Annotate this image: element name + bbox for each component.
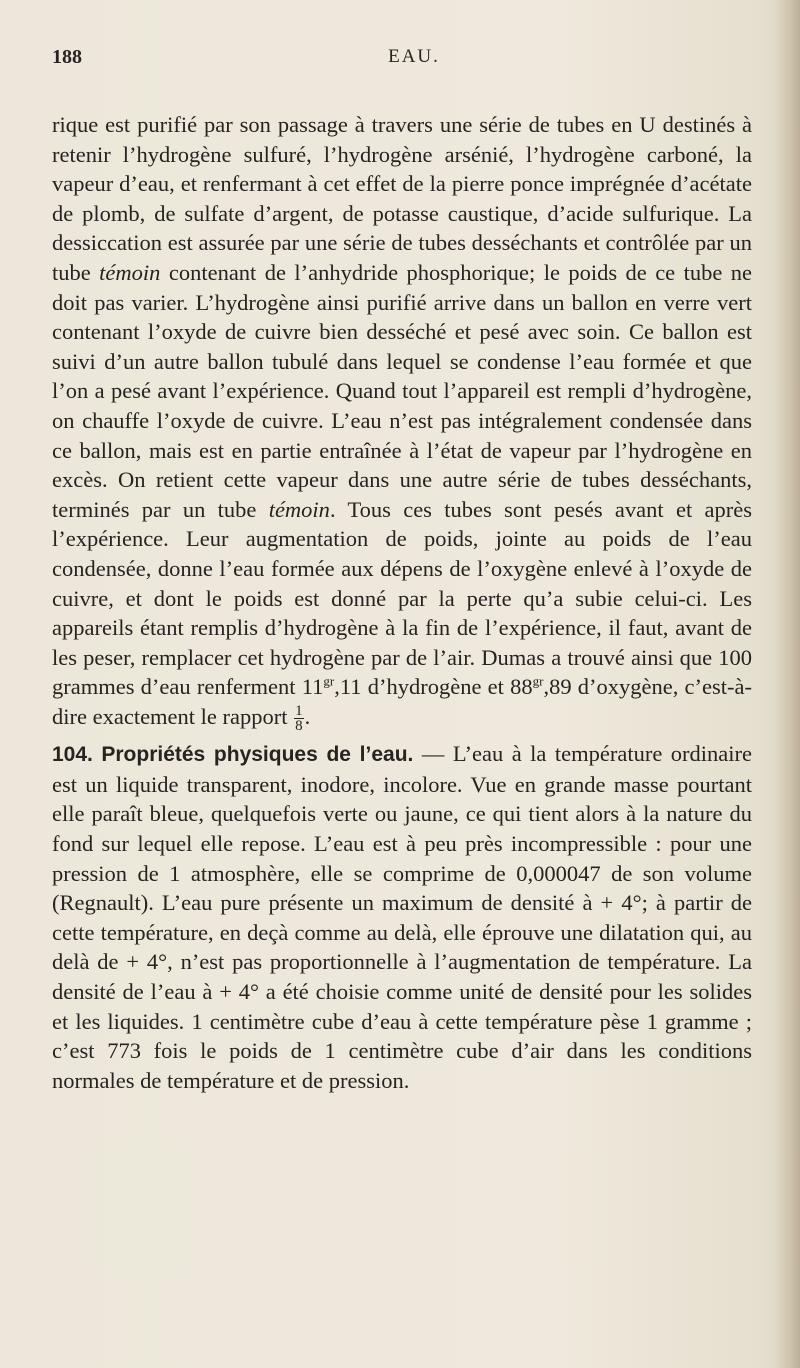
page-edge-shadow: [774, 0, 800, 1368]
section-title: Propriétés physiques de l’eau.: [101, 743, 414, 767]
temoin-italic: témoin: [99, 259, 161, 285]
fraction-denominator: 8: [295, 718, 303, 735]
page-number: 188: [52, 46, 82, 68]
unit-superscript: gr: [323, 673, 335, 689]
text-run: . Tous ces tubes sont pesés avant et après l’expérience. Leur augmentation de poids, jointe au poids de l’eau condensée, donne l’eau formée aux dépens de l’oxygène enlevé à l’oxyde de cuivre, et dont le poids est donné par la perte qu’a subie celui-ci. Les appareils étant remplis d’hydrogène à la fin de l’expérience, il faut, avant de les peser, remplacer cet hydrogène par de l’air. Dumas a trouvé ainsi que 100 grammes d’eau renferment 11: [52, 496, 752, 700]
unit-superscript: gr: [532, 673, 544, 689]
paragraph-section-104: [52, 739, 752, 1095]
ratio-fraction: [294, 704, 304, 733]
text-run: contenant de l’anhydride phosphorique; le poids de ce tube ne doit pas varier. L’hydrogène ainsi purifié arrive dans un ballon en verre vert contenant l’oxyde de cuivre bien desséché et pesé avec soin. Ce ballon est suivi d’un autre ballon tubulé dans lequel se condense l’eau formée et que l’on a pesé avant l’expérience. Quand tout l’appareil est rempli d’hydrogène, on chauffe l’oxyde de cuivre. L’eau n’est pas intégralement condensée dans ce ballon, mais est en partie entraînée à l’état de vapeur par l’hydrogène en excès. On retient cette vapeur dans une autre série de tubes desséchants, terminés par un tube: [52, 259, 752, 522]
text-run: .: [304, 703, 311, 729]
section-body: — L’eau à la température ordinaire est un liquide transparent, inodore, incolore. Vue en grande masse pourtant elle paraît bleue, quelquefois verte ou jaune, ce qui tient alors à la nature du fond sur lequel elle repose. L’eau est à peu près incompressible : pour une pression de 1 atmosphère, elle se comprime de 0,000047 de son volume (Regnault). L’eau pure présente un maximum de densité à + 4°; à partir de cette température, en deçà comme au delà, elle éprouve une dilatation qui, au delà de + 4°, n’est pas proportionnelle à l’augmentation de température. La densité de l’eau à + 4° a été choisie comme unité de densité pour les solides et les liquides. 1 centimètre cube d’eau à cette température pèse 1 gramme ; c’est 773 fois le poids de 1 centimètre cube d’air dans les conditions normales de température et de pression.: [52, 741, 753, 1093]
text-run: ,89 d’oxygène, c’est-à-dire exactement le rapport: [52, 674, 752, 729]
page-header: [52, 46, 752, 76]
text-run: rique est purifié par son passage à travers une série de tubes en U destinés à retenir l’hydrogène sulfuré, l’hydrogène arsénié, l’hydrogène carboné, la vapeur d’eau, et renfermant à cet effet de la pierre ponce imprégnée d’acétate de plomb, de sulfate d’argent, de potasse caustique, d’acide sulfurique. La dessiccation est assurée par une série de tubes desséchants et contrôlée par un tube: [52, 112, 752, 285]
paragraph-hydrogen-purification: [52, 110, 752, 733]
body-text: [52, 110, 752, 1095]
section-number: 104.: [52, 743, 93, 767]
fraction-numerator: 1: [295, 703, 303, 720]
temoin-italic: témoin: [268, 496, 330, 522]
running-title: EAU.: [388, 46, 440, 67]
text-run: ,11 d’hydrogène et 88: [334, 674, 533, 700]
